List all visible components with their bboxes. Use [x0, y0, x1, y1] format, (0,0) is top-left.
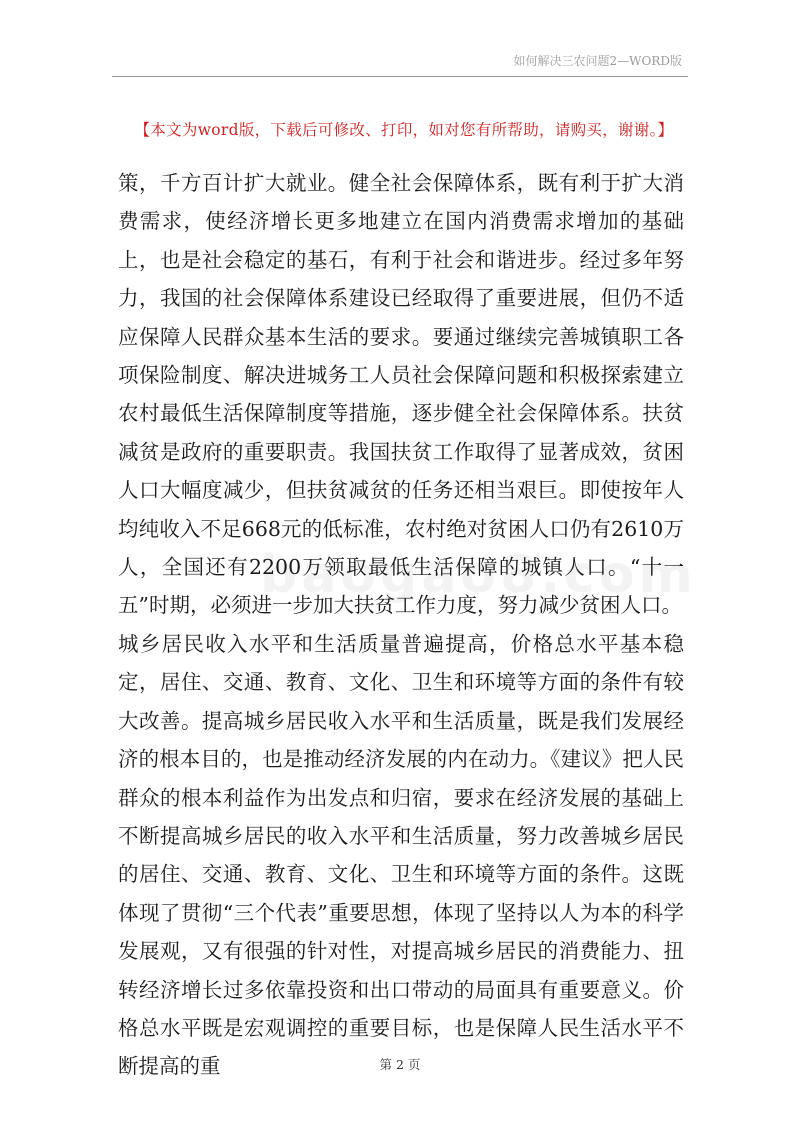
body-paragraph-2: 城乡居民收入水平和生活质量普遍提高，价格总水平基本稳定，居住、交通、教育、文化、卫生和环境等方面的条件有较大改善。提高城乡居民收入水平和生活质量，既是我们发展经济的根本目的，也是推动经济发展的内在动力。《建议》把人民群众的根本利益作为出发点和归宿，要求在经济发展的基础上不断提高城乡居民的收入水平和生活质量，努力改善城乡居民的居住、交通、教育、文化、卫生和环境等方面的条件。这既体现了贯彻“三个代表”重要思想，体现了坚持以人为本的科学发展观，又有很强的针对性，对提高城乡居民的消费能力、扭转经济增长过多依靠投资和出口带动的局面具有重要意义。价格总水平既是宏观调控的重要目标，也是保障人民生活水平不断提高的重 — [118, 631, 684, 1079]
header-divider — [112, 76, 688, 77]
body-paragraph-1: 策，千方百计扩大就业。健全社会保障体系，既有利于扩大消费需求，使经济增长更多地建立在国内消费需求增加的基础上，也是社会稳定的基石，有利于社会和谐进步。经过多年努力，我国的社会保障体系建设已经取得了重要进展，但仍不适应保障人民群众基本生活的要求。要通过继续完善城镇职工各项保险制度、解决进城务工人员社会保障问题和积极探索建立农村最低生活保障制度等措施，逐步健全社会保障体系。扶贫减贫是政府的重要职责。我国扶贫工作取得了显著成效，贫困人口大幅度减少，但扶贫减贫的任务还相当艰巨。即使按年人均纯收入不足668元的低标准，农村绝对贫困人口仍有2610万人，全国还有2200万领取最低生活保障的城镇人口。“十一五”时期，必须进一步加大扶贫工作力度，努力减少贫困人口。 — [118, 171, 684, 618]
download-notice: 【本文为word版，下载后可修改、打印，如对您有所帮助，请购买，谢谢。】 — [134, 121, 674, 139]
running-header: 如何解决三农问题2—WORD版 — [513, 54, 682, 68]
document-body — [118, 164, 684, 1086]
page-number: 第 2 页 — [379, 1057, 421, 1072]
